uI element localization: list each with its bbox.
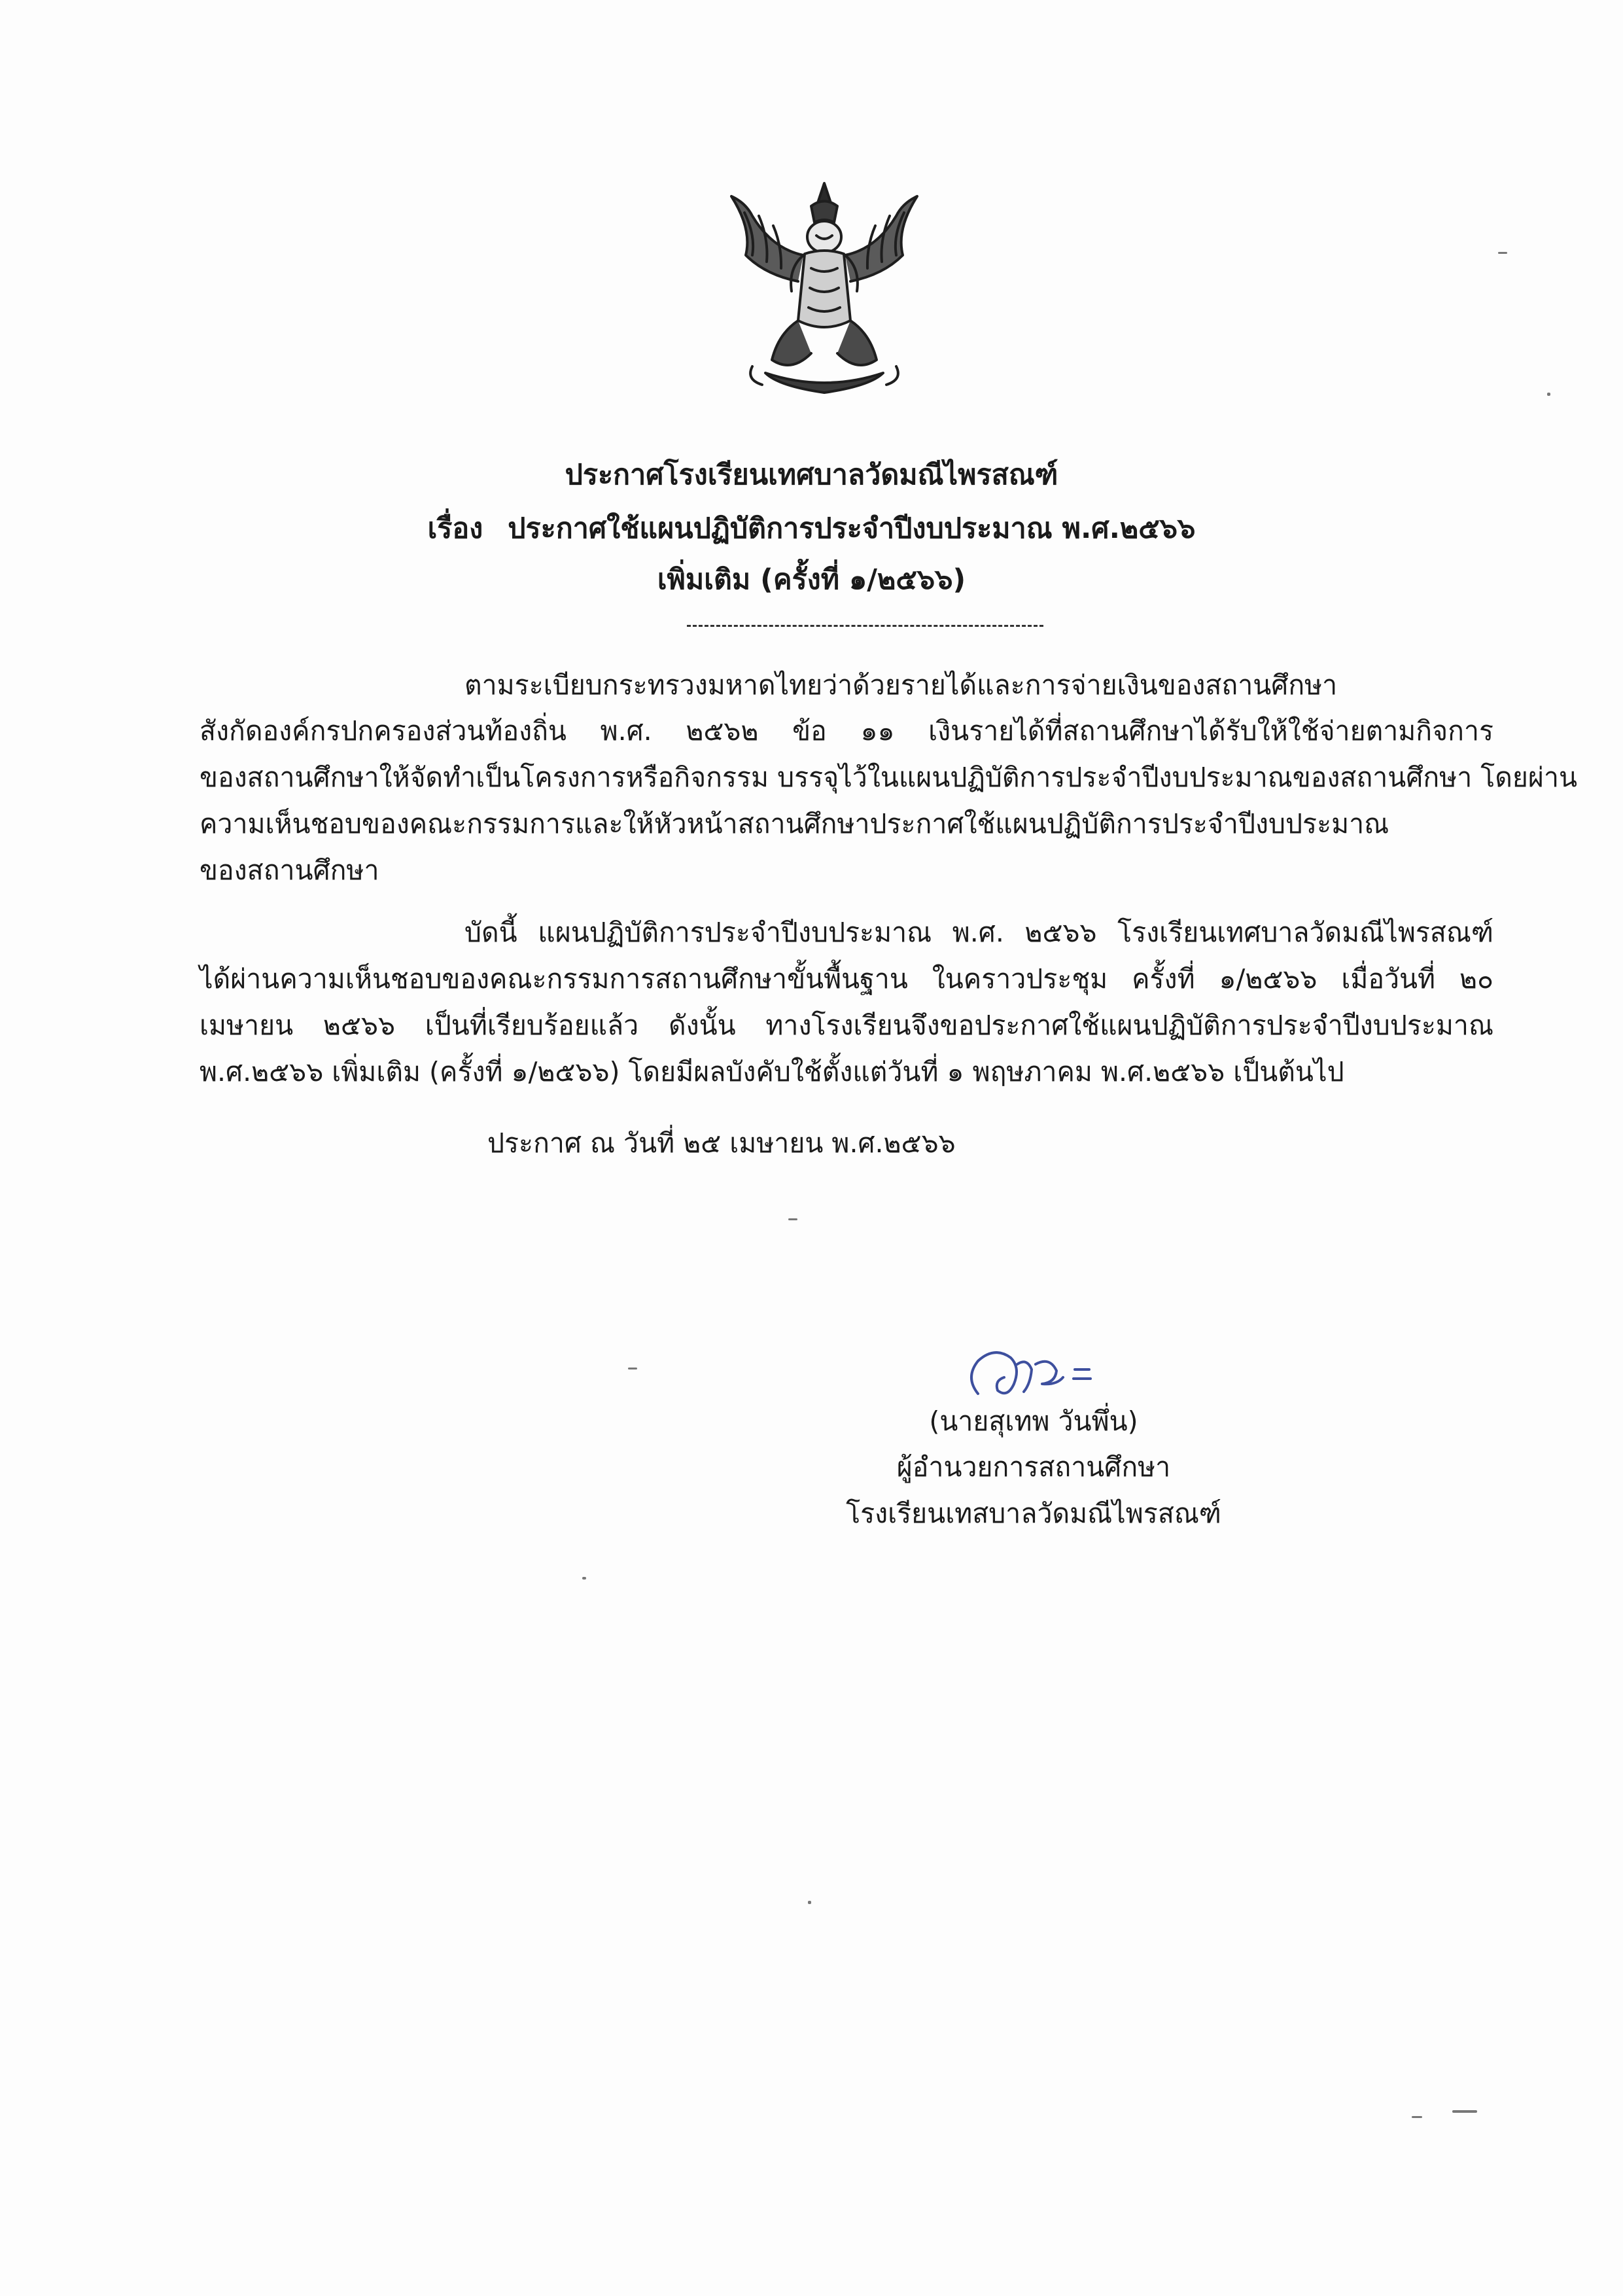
- garuda-emblem-icon: [726, 177, 922, 399]
- scan-speck: [1498, 252, 1507, 254]
- scan-speck: [1412, 2116, 1422, 2118]
- paragraph1-line1: ตามระเบียบกระทรวงมหาดไทยว่าด้วยรายได้และการจ่ายเงินของสถานศึกษา: [464, 669, 1338, 701]
- signatory-position: ผู้อำนวยการสถานศึกษา: [896, 1451, 1171, 1483]
- announcement-subtitle: เพิ่มเติม (ครั้งที่ ๑/๒๕๖๖): [657, 563, 966, 596]
- signatory-name: (นายสุเทพ วันพึ่น): [929, 1405, 1138, 1437]
- announcement-title: ประกาศโรงเรียนเทศบาลวัดมณีไพรสณฑ์: [565, 459, 1058, 491]
- paragraph2-line4: พ.ศ.๒๕๖๖ เพิ่มเติม (ครั้งที่ ๑/๒๕๖๖) โดยมีผลบังคับใช้ตั้งแต่วันที่ ๑ พฤษภาคม พ.ศ.๒๕๖๖ เป็นต้นไป: [200, 1056, 1344, 1087]
- paragraph1-line5: ของสถานศึกษา: [200, 855, 379, 886]
- scan-speck: [628, 1368, 637, 1369]
- scan-speck: [1452, 2110, 1477, 2113]
- paragraph2-line3: เมษายน ๒๕๖๖ เป็นที่เรียบร้อยแล้ว ดังนั้น ทางโรงเรียนจึงขอประกาศใช้แผนปฏิบัติการประจำปีงบประมาณ: [200, 1010, 1493, 1041]
- signature-mark-icon: [958, 1338, 1102, 1410]
- announcement-subject-line: [0, 512, 1623, 545]
- scan-speck: [582, 1577, 586, 1580]
- subject-label: เรื่อง: [427, 512, 483, 545]
- paragraph2-line2: ได้ผ่านความเห็นชอบของคณะกรรมการสถานศึกษาขั้นพื้นฐาน ในคราวประชุม ครั้งที่ ๑/๒๕๖๖ เมื่อวันที่ ๒๐: [200, 963, 1493, 995]
- paragraph1-line2: สังกัดองค์กรปกครองส่วนท้องถิ่น พ.ศ. ๒๕๖๒ ข้อ ๑๑ เงินรายได้ที่สถานศึกษาได้รับให้ใช้จ่ายตามกิจการ: [200, 715, 1493, 747]
- subject-text: ประกาศใช้แผนปฏิบัติการประจำปีงบประมาณ พ.ศ.๒๕๖๖: [508, 512, 1196, 545]
- paragraph1-line4: ความเห็นชอบของคณะกรรมการและให้หัวหน้าสถานศึกษาประกาศใช้แผนปฏิบัติการประจำปีงบประมาณ: [200, 808, 1389, 839]
- scan-speck: [788, 1218, 797, 1220]
- paragraph1-line3: ของสถานศึกษาให้จัดทำเป็นโครงการหรือกิจกรรม บรรจุไว้ในแผนปฏิบัติการประจำปีงบประมาณของสถานศึกษา โดยผ่าน: [200, 762, 1577, 793]
- signatory-organization: โรงเรียนเทสบาลวัดมณีไพรสณฑ์: [846, 1498, 1221, 1529]
- header-divider: [687, 625, 1043, 627]
- scan-speck: [808, 1901, 811, 1904]
- paragraph2-line1: บัดนี้ แผนปฏิบัติการประจำปีงบประมาณ พ.ศ. ๒๕๖๖ โรงเรียนเทศบาลวัดมณีไพรสณฑ์: [464, 917, 1493, 948]
- announcement-date: ประกาศ ณ วันที่ ๒๕ เมษายน พ.ศ.๒๕๖๖: [487, 1127, 956, 1159]
- scan-speck: [1547, 393, 1550, 396]
